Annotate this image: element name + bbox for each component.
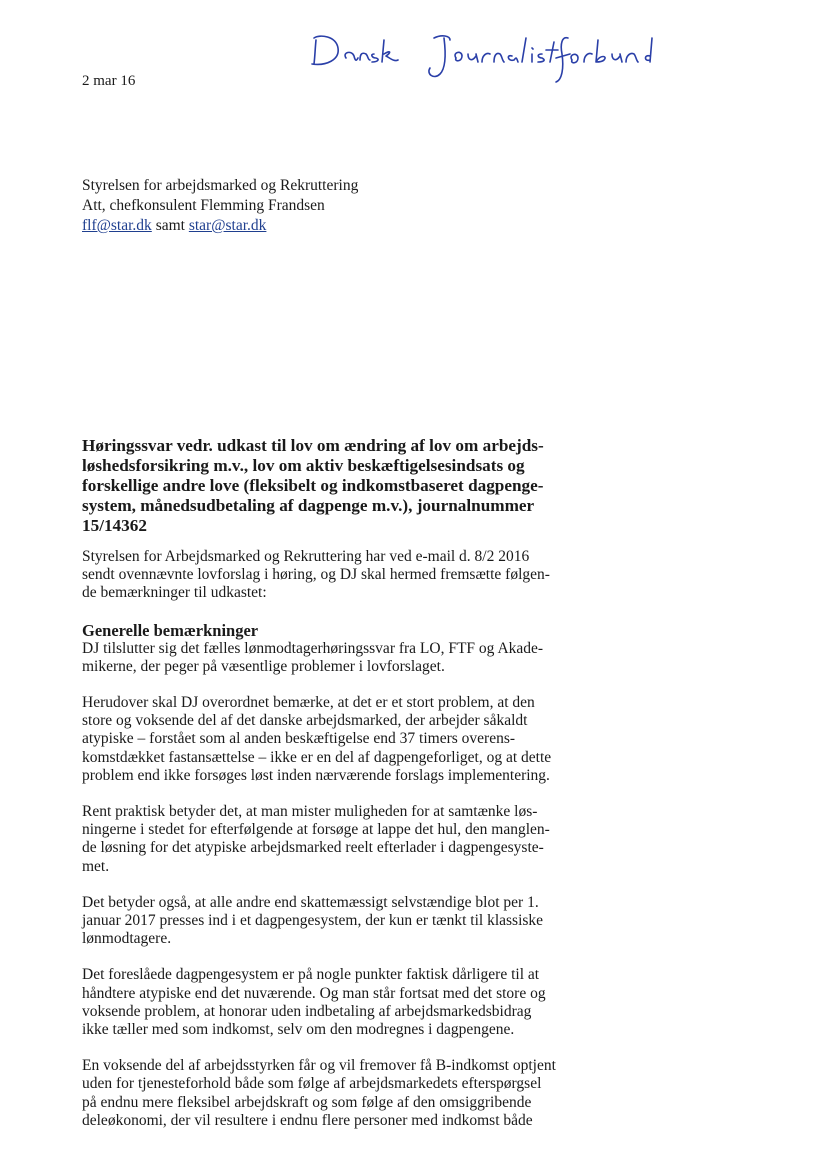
- text-line: uden for tjenesteforhold både som følge af arbejdsmarkedets efterspørgsel: [82, 1075, 542, 1093]
- text-line: januar 2017 presses ind i et dagpengesystem, der kun er tænkt til klassiske: [82, 912, 544, 930]
- text-line: met.: [82, 857, 110, 875]
- email-link-flf[interactable]: flf@star.dk: [82, 217, 152, 234]
- title-line: forskellige andre love (fleksibelt og indkomstbaseret dagpenge-: [82, 476, 544, 495]
- text-line: store og voksende del af det danske arbejdsmarked, der arbejder såkaldt: [82, 712, 528, 730]
- title-line: system, månedsudbetaling af dagpenge m.v.), journalnummer: [82, 496, 535, 515]
- letter-body: [82, 548, 602, 1148]
- intro-paragraph: [82, 548, 602, 603]
- text-line: håndtere atypiske end det nuværende. Og man står fortsat med det store og: [82, 984, 546, 1002]
- text-line: Det foreslåede dagpengesystem er på nogle punkter faktisk dårligere til at: [82, 966, 540, 984]
- recipient-email-line: [82, 216, 358, 236]
- text-line: Det betyder også, at alle andre end skattemæssigt selvstændige blot per 1.: [82, 893, 539, 911]
- email-link-star[interactable]: star@star.dk: [188, 217, 267, 234]
- text-line: ningerne i stedet for efterfølgende at forsøge at lappe det hul, den manglen-: [82, 821, 550, 839]
- paragraph-3: [82, 803, 602, 876]
- text-line: Rent praktisk betyder det, at man mister muligheden for at samtænke løs-: [82, 803, 538, 821]
- section-heading: Generelle bemærkninger: [82, 620, 259, 640]
- text-line: En voksende del af arbejdsstyrken får og vil fremover få B-indkomst optjent: [82, 1057, 556, 1075]
- text-line: mikerne, der peger på væsentlige problemer i lovforslaget.: [82, 657, 445, 675]
- paragraph-1: [82, 640, 602, 676]
- text-line: ikke tæller med som indkomst, selv om den modregnes i dagpengene.: [82, 1021, 515, 1039]
- text-line: lønmodtagere.: [82, 930, 172, 948]
- text-line: på endnu mere fleksibel arbejdskraft og som følge af den omsiggribende: [82, 1093, 532, 1111]
- paragraph-2: [82, 694, 602, 785]
- text-line: sendt ovennævnte lovforslag i høring, og DJ skal hermed fremsætte følgen-: [82, 566, 550, 584]
- text-line: komstdækket fastansættelse – ikke er en del af dagpengeforliget, og at dette: [82, 748, 552, 766]
- title-line: løshedsforsikring m.v., lov om aktiv beskæftigelsesindsats og: [82, 456, 525, 475]
- paragraph-6: [82, 1057, 602, 1130]
- recipient-address: [82, 176, 358, 236]
- title-line: Høringssvar vedr. udkast til lov om ændring af lov om arbejds-: [82, 436, 544, 455]
- text-line: deleøkonomi, der vil resultere i endnu flere personer med indkomst både: [82, 1111, 533, 1129]
- text-line: de bemærkninger til udkastet:: [82, 584, 267, 602]
- text-line: voksende problem, at honorar uden indbetaling af arbejdsmarkedsbidrag: [82, 1002, 532, 1020]
- text-line: Herudover skal DJ overordnet bemærke, at det er et stort problem, at den: [82, 694, 535, 712]
- text-line: problem end ikke forsøges løst inden nærværende forslags implementering.: [82, 766, 550, 784]
- paragraph-4: [82, 894, 602, 949]
- recipient-line-2: Att, chefkonsulent Flemming Frandsen: [82, 197, 325, 214]
- handwritten-signature: [300, 24, 690, 94]
- text-line: Styrelsen for Arbejdsmarked og Rekruttering har ved e-mail d. 8/2 2016: [82, 548, 530, 565]
- email-connector: samt: [155, 217, 185, 234]
- paragraph-5: [82, 966, 602, 1039]
- text-line: DJ tilslutter sig det fælles lønmodtagerhøringssvar fra LO, FTF og Akade-: [82, 639, 544, 657]
- text-line: atypiske – forstået som al anden beskæftigelse end 37 timers overens-: [82, 730, 516, 748]
- recipient-line-1: Styrelsen for arbejdsmarked og Rekruttering: [82, 177, 359, 194]
- title-line: 15/14362: [82, 516, 147, 535]
- letter-date: 2 mar 16: [82, 73, 136, 89]
- letter-title: [82, 436, 602, 536]
- text-line: de løsning for det atypiske arbejdsmarked reelt efterlader i dagpengesyste-: [82, 839, 544, 857]
